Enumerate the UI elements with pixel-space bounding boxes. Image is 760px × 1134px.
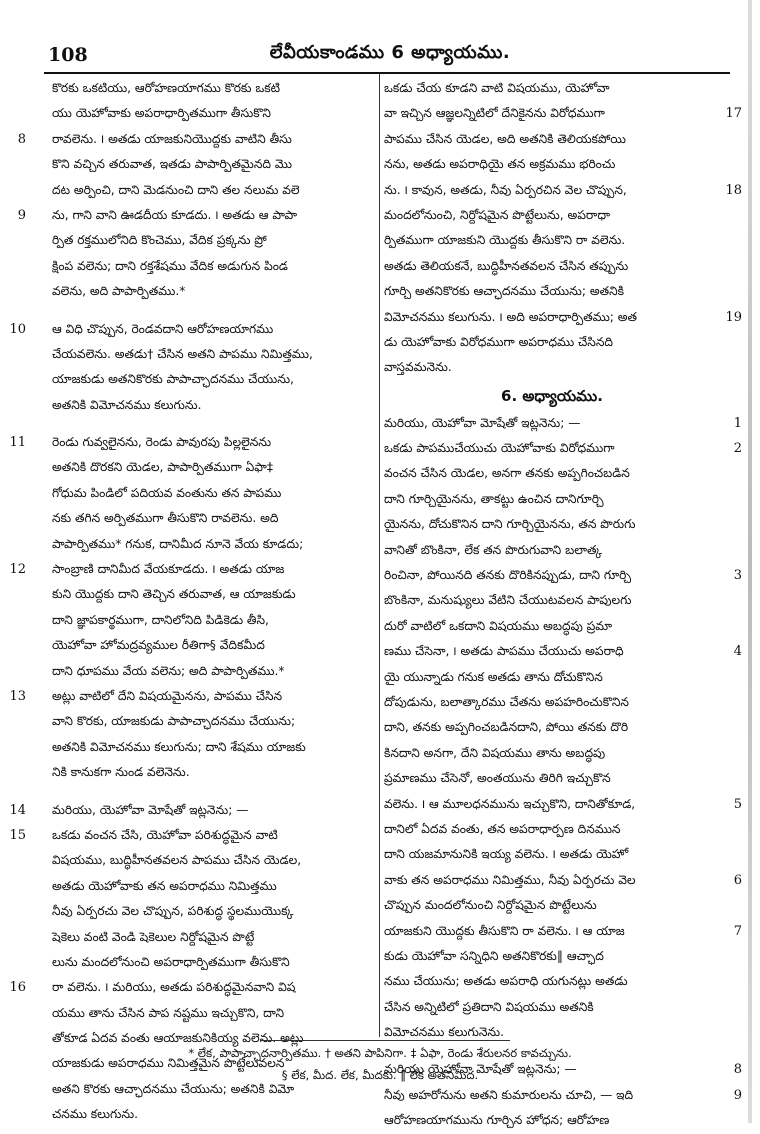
verse-text: ర్పిత రక్తములోనిది కొంచెము, వేదిక ప్రక్కను ప్రో <box>52 233 267 248</box>
verse-text: ప్రమాణము చేసెనో, అంతయును తిరిగి ఇచ్చుకొన <box>384 771 611 786</box>
text-line <box>52 532 380 557</box>
verse-text: దాని గూర్చియైనను, తాకట్టు ఉంచిన దానిగూర్చి <box>384 491 604 506</box>
verse-text: సాంబ్రాణి దానిమీద వేయకూడదు. ౹ అతడు యాజ <box>52 562 285 577</box>
text-line <box>9 798 380 823</box>
verse-text: ణము చేసెనా, ౹ అతడు పాపము చేయుచు అపరాధి <box>384 644 624 659</box>
verse-number: 9 <box>733 1087 742 1103</box>
text-line <box>52 481 380 506</box>
text-line <box>384 512 720 537</box>
text-line <box>384 893 720 918</box>
verse-text: తోకూడ ఏదవ వంతు ఆయాజకునికియ్య వలెను. అట్లు <box>52 1031 304 1046</box>
text-line <box>384 1083 742 1108</box>
verse-number: 12 <box>9 562 26 578</box>
text-line <box>52 178 380 203</box>
verse-text: అతనికి దొరకని యెడల, పాపార్పితముగా ఏఫా‡ <box>52 460 273 475</box>
verse-text: యాజకుని యొద్దకు తీసుకొని రా వలెను. ౹ ఆ యాజ <box>384 923 625 938</box>
verse-number: 4 <box>733 644 742 660</box>
verse-text: వాకు తన అపరాధము నిమిత్తము, నీవు ఏర్పరచు వెల <box>384 872 636 887</box>
text-line <box>9 684 380 709</box>
text-line <box>384 305 742 330</box>
text-line <box>384 995 720 1020</box>
footnote-line: § లేక, మీద. లేక, మీదకు. ‖ లేక అతనిమీద. <box>281 1068 479 1082</box>
verse-number: 5 <box>733 796 742 812</box>
text-line <box>52 279 380 304</box>
text-line <box>17 127 380 152</box>
verse-number: 8 <box>733 1062 742 1078</box>
text-line <box>384 563 742 588</box>
chapter-heading: 6. అధ్యాయము. <box>501 386 603 405</box>
verse-text: నము చేయును; అతడు అపరాధి యగునట్లు అతడు <box>384 974 628 989</box>
verse-text: కుని యొద్దకు దాని తెచ్చిన తరువాత, ఆ యాజకుడు <box>52 587 296 602</box>
verse-text: నికి కానుకగా నుండ వలెనెను. <box>52 765 190 780</box>
text-line <box>52 608 380 633</box>
text-line <box>384 203 720 228</box>
text-line <box>384 127 720 152</box>
verse-text: బొంకినా, మనుష్యులు వేటిని చేయుటవలన పాపులగు <box>384 593 632 608</box>
text-line <box>384 868 742 893</box>
text-line <box>384 330 720 355</box>
verse-text: వాని కొరకు, యాజకుడు పాపాచ్ఛాదనము చేయును; <box>52 714 296 729</box>
verse-text: పాపార్పితము* గనుక, దానిమీద నూనె వేయ కూడదు; <box>52 536 304 551</box>
text-line <box>52 228 380 253</box>
text-line <box>384 741 720 766</box>
verse-text: అతడు యెహోవాకు తన అపరాధము నిమిత్తము <box>52 878 277 893</box>
verse-text: గోధుమ పిండిలో పదియవ వంతును తన పాపము <box>52 485 282 500</box>
verse-text: రించినా, పోయినది తనకు దొరికినప్పుడు, దాని గూర్చి <box>384 568 632 583</box>
verse-text: దోపుడును, బలాత్కారము చేతను అపహరించుకొనిన <box>384 694 629 709</box>
verse-number: 8 <box>17 131 26 147</box>
text-line <box>17 203 380 228</box>
verse-number: 14 <box>9 802 26 818</box>
verse-text: దట అర్పించి, దాని మెడనుంచి దాని తల నలుమ వలె <box>52 182 300 197</box>
verse-number: 19 <box>725 309 742 325</box>
verse-text: యము తాను చేసిన పాప నష్టము ఇచ్చుకొని, దాని <box>52 1005 285 1020</box>
verse-text: మరియు, యెహోవా మోషేతో ఇట్లనెను; — <box>384 415 581 430</box>
verse-text: పాపము చేసిన యెడల, అది అతనికి తెలియకపోయి <box>384 131 626 146</box>
verse-number: 10 <box>9 321 26 337</box>
footnote-line: * లేక, పాపాచ్ఛాదనార్పితము. † అతని పాపినిగా. ‡ ఏఫా, రెండు శేరులనర కావచ్చును. <box>188 1046 572 1060</box>
verse-number: 15 <box>9 827 26 843</box>
verse-text: అతనికి విమోచనము కలుగును. <box>52 397 202 412</box>
verse-text: రావలెను. ౹ అతడు యాజకునియొద్దకు వాటిని తీసు <box>52 131 292 146</box>
verse-text: దాని ధూపము వేయ వలెను; అది పాపార్పితము.* <box>52 663 285 678</box>
text-line <box>384 944 720 969</box>
verse-text: షెకెలు వంటి వెండి షెకెలుల నిర్దోషమైన పొట్టే <box>52 929 255 944</box>
text-line <box>384 76 720 101</box>
text-line <box>52 1102 380 1127</box>
text-line <box>384 152 720 177</box>
text-line <box>384 228 720 253</box>
verse-text: కినదాని అనగా, దేని విషయము తాను అబద్ధపు <box>384 745 606 760</box>
verse-text: మరియు యెహోవా మోషేతో ఇట్లనెను; — <box>384 1062 577 1077</box>
right-column <box>384 76 742 1134</box>
verse-number: 13 <box>9 688 26 704</box>
text-line <box>384 1108 720 1133</box>
verse-text: విమోచనము కలుగును. ౹ అది అపరాధార్పితము; అత <box>384 309 638 324</box>
verse-text: దానిలో ఏదవ వంతు, తన అపరాధార్పణ దినమున <box>384 821 621 836</box>
text-line <box>384 178 742 203</box>
verse-text: లును మందలోనుంచి అపరాధార్పితముగా తీసుకొని <box>52 954 290 969</box>
text-line <box>52 101 380 126</box>
text-line <box>52 950 380 975</box>
verse-text: ఆరోహణయాగమును గూర్చిన హోధన; ఆరోహణ <box>384 1113 610 1128</box>
text-line <box>384 715 720 740</box>
verse-text: నకు తగిన అర్పితముగా తీసుకొని రావలెను. అది <box>52 511 279 526</box>
verse-text: నను, అతడు అపరాధియై తన అక్రమము భరించు <box>384 157 616 172</box>
text-line <box>384 792 742 817</box>
paragraph-gap <box>52 786 380 798</box>
verse-text: వా ఇచ్చిన ఆజ్ఞలన్నిటిలో దేనికైనను విరోధముగా <box>384 106 605 121</box>
verse-text: యాజకుడు అతనికొరకు పాపాచ్ఛాదనము చేయును, <box>52 372 294 387</box>
verse-text: చొప్పున మందలోనుంచి నిర్దోషమైన పొట్టేలును <box>384 898 597 913</box>
text-line <box>52 709 380 734</box>
verse-text: అతనికి విమోచనము కలుగును; దాని శేషము యాజకు <box>52 739 306 754</box>
text-line <box>52 506 380 531</box>
text-line <box>52 393 380 418</box>
text-line <box>384 411 742 436</box>
verse-text: విషయము, బుద్ధిహీనతవలన పాపము చేసిన యెడల, <box>52 853 302 868</box>
text-line <box>384 919 742 944</box>
text-line <box>9 975 380 1000</box>
verse-text: ఒకడు వంచన చేసి, యెహోవా పరిశుద్ధమైన వాటి <box>52 827 278 842</box>
verse-text: వంచన చేసిన యెడల, అనగా తనకు అప్పగించబడిన <box>384 466 630 481</box>
verse-text: నీవు ఏర్పరచు వెల చొప్పున, పరిశుద్ధ స్థలముయొక్క <box>52 904 294 919</box>
verse-text: యై యున్నాడు గనుక అతడు తాను దోచుకొనిన <box>384 669 603 684</box>
text-line <box>384 766 720 791</box>
verse-number: 16 <box>9 980 26 996</box>
text-line <box>384 436 742 461</box>
verse-text: కుడు యెహోవా సన్నిధిని అతనికొరకు‖ ఆచ్ఛాద <box>384 948 604 963</box>
verse-text: ఆ విధి చొప్పున, రెండవదాని ఆరోహణయాగము <box>52 321 274 336</box>
verse-text: విమోచనము కలుగునెను. <box>384 1025 505 1040</box>
verse-text: ర్పితముగా యాజకుని యొద్దకు తీసుకొని రా వలెను. <box>384 233 626 248</box>
verse-number: 9 <box>17 207 26 223</box>
verse-text: ఒకడు పాపముచేయుచు యెహోవాకు విరోధముగా <box>384 441 615 456</box>
verse-text: అతని కొరకు ఆచ్ఛాదనము చేయును; అతనికి విమో <box>52 1081 295 1096</box>
text-line <box>384 355 720 380</box>
verse-number: 17 <box>725 106 742 122</box>
verse-text: రెండు గువ్వలైనను, రెండు పావురపు పిల్లలైనను <box>52 435 272 450</box>
verse-number: 3 <box>733 568 742 584</box>
text-line <box>52 735 380 760</box>
text-line <box>52 254 380 279</box>
verse-number: 7 <box>733 923 742 939</box>
text-line <box>52 899 380 924</box>
verse-number: 2 <box>733 441 742 457</box>
verse-text: కొరకు ఒకటియు, ఆరోహణయాగము కొరకు ఒకటి <box>52 81 281 95</box>
verse-text: మరియు, యెహోవా మోషేతో ఇట్లనెను; — <box>52 802 249 817</box>
text-line <box>52 633 380 658</box>
page-edge <box>748 0 752 1123</box>
footnote-rule <box>260 1040 510 1041</box>
verse-number: 6 <box>733 872 742 888</box>
verse-text: దాని జ్ఞాపకార్థముగా, దానిలోనిది పిడికెడు తీసి, <box>52 612 269 627</box>
verse-text: ఒకడు చేయ కూడని వాటి విషయము, యెహోవా <box>384 81 610 95</box>
text-line <box>52 1001 380 1026</box>
verse-text: రా వలెను. ౹ మరియు, అతడు పరిశుద్ధమైనవాని విష <box>52 980 296 995</box>
text-line <box>9 317 380 342</box>
verse-text: వాస్తవమనెను. <box>384 360 452 375</box>
text-line <box>384 665 720 690</box>
verse-text: యైనను, దోచుకొనిన దాని గూర్చియైనను, తన పొరుగు <box>384 517 636 532</box>
text-line <box>52 659 380 684</box>
verse-text: యు యెహోవాకు అపరాధార్పితముగా తీసుకొని <box>52 106 271 121</box>
text-line <box>9 823 380 848</box>
paragraph-gap <box>52 418 380 430</box>
text-line <box>384 254 720 279</box>
verse-number: 1 <box>733 415 742 431</box>
verse-text: చనము కలుగును. <box>52 1107 138 1122</box>
text-line <box>384 639 742 664</box>
text-line <box>384 461 720 486</box>
verse-text: దాని, తనకు అప్పగించబడినదాని, పోయి తనకు దొరి <box>384 720 629 735</box>
text-line <box>52 874 380 899</box>
verse-text: క్షింప వలెను; దాని రక్తశేషము వేదిక అడుగున పిండ <box>52 258 288 273</box>
text-line <box>52 367 380 392</box>
verse-number: 18 <box>725 182 742 198</box>
left-column <box>9 76 380 1128</box>
text-line <box>52 342 380 367</box>
verse-text: కొని వచ్చిన తరువాత, ఇతడు పాపార్పితమైనది మొ <box>52 157 292 172</box>
text-line <box>384 614 720 639</box>
verse-text: వానితో బొంకినా, లేక తన పొరుగువాని బలాత్క <box>384 542 603 557</box>
text-line <box>384 817 720 842</box>
text-line <box>52 76 380 101</box>
verse-text: దురో వాటిలో ఒకదాని విషయము అబద్ధపు ప్రమా <box>384 618 613 633</box>
verse-text: మందలోనుంచి, నిర్దోషమైన పొట్టేలును, అపరాధా <box>384 207 611 222</box>
text-line <box>384 842 720 867</box>
text-line <box>9 430 380 455</box>
text-line <box>384 1020 720 1045</box>
text-line <box>384 487 720 512</box>
text-line <box>52 925 380 950</box>
text-line <box>384 588 720 613</box>
text-line <box>52 760 380 785</box>
verse-text: అట్లు వాటిలో దేని విషయమైనను, పాపము చేసిన <box>52 688 283 703</box>
verse-text: ను. ౹ కావున, అతడు, నీవు ఏర్పరచిన వెల చొప్పున, <box>384 182 627 197</box>
page-number: 108 <box>48 44 88 66</box>
verse-text: యెహోవా హోమద్రవ్యముల రీతిగా§ వేదికమీద <box>52 638 265 653</box>
text-line <box>384 690 720 715</box>
text-line <box>384 538 720 563</box>
verse-text: చేసిన అన్నిటిలో ప్రతిదాని విషయము అతనికి <box>384 999 594 1014</box>
paragraph-gap <box>52 305 380 317</box>
text-line <box>384 279 720 304</box>
verse-text: వలెను. ౹ ఆ మూలధనమును ఇచ్చుకొని, దానితోకూడ, <box>384 796 636 811</box>
verse-text: చేయవలెను. అతడు† చేసిన అతని పాపము నిమిత్తము, <box>52 346 313 361</box>
text-line <box>384 969 720 994</box>
header-rule <box>44 72 730 74</box>
verse-text: నీవు అహరోనును అతని కుమారులను చూచి, — ఇది <box>384 1087 634 1102</box>
verse-number: 11 <box>9 435 26 451</box>
verse-text: డు యెహోవాకు విరోధముగా అపరాధము చేసినది <box>384 334 614 349</box>
verse-text: యాజకుడు అపరాధము నిమిత్తమైన పొట్టేలువలన <box>52 1056 285 1071</box>
verse-text: వలెను, అది పాపార్పితము.* <box>52 284 186 299</box>
text-line <box>9 557 380 582</box>
text-line <box>52 848 380 873</box>
text-line <box>384 101 742 126</box>
running-title: లేవీయకాండము 6 అధ్యాయము. <box>269 42 511 63</box>
verse-text: గూర్చి అతనికొరకు ఆచ్ఛాదనము చేయును; అతనికి <box>384 284 625 299</box>
verse-text: దాని యజమానునికి ఇయ్య వలెను. ౹ అతడు యెహో <box>384 847 629 862</box>
verse-text: ను, గాని వాని ఊడదీయ కూడదు. ౹ అతడు ఆ పాపా <box>52 207 298 222</box>
text-line <box>52 582 380 607</box>
verse-text: అతడు తెలియకనే, బుద్ధిహీనతవలన చేసిన తప్పును <box>384 258 629 273</box>
text-line <box>52 455 380 480</box>
text-line <box>52 152 380 177</box>
